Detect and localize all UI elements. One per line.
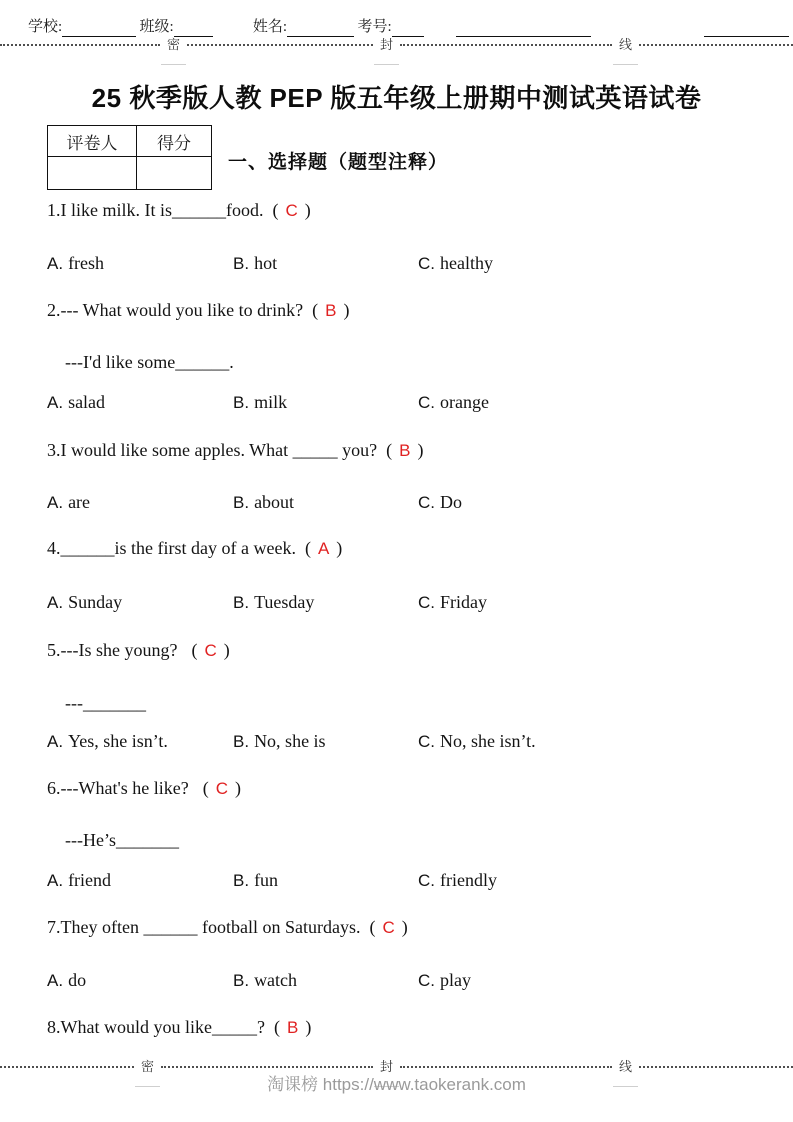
question-3-options [47,491,783,515]
seal-line-top [0,37,793,53]
question-5-response-line: ---_______ [65,693,146,713]
option-c: C. friendly [418,870,497,890]
name-blank-line [287,19,354,37]
student-info-header [28,15,789,37]
extra-blank-line-1 [456,19,591,37]
page-title: 25 秋季版人教 PEP 版五年级上册期中测试英语试卷 [91,83,702,113]
seal-char-xian: 线 [619,1059,633,1074]
answer-letter: B [325,301,337,320]
question-7-answer-group: ( C ) [369,917,408,937]
option-b: B. fun [233,870,279,890]
question-2-text: 2.--- What would you like to drink? [47,300,304,320]
watermark-footer: 淘课榜 https://www.taokerank.com [267,1075,526,1094]
seal-char-mi: 密 [167,37,181,52]
question-2-options [47,391,783,415]
extra-blank-line-2 [704,19,789,37]
question-6-answer-group: ( C ) [202,778,241,798]
question-5-options [47,730,783,754]
option-b: B. No, she is [233,731,326,751]
question-2-response-line: ---I'd like some______. [65,352,234,372]
option-b: B. milk [233,392,288,412]
question-3-text: 3.I would like some apples. What _____ you? [47,440,378,460]
option-b: B. watch [233,970,298,990]
answer-letter: B [286,1018,299,1037]
option-a: A. Sunday [47,592,123,612]
question-8-text: 8.What would you like_____? [47,1017,265,1037]
grader-empty-cell [48,157,137,190]
question-6 [47,777,783,801]
question-8-answer-group: ( B ) [273,1017,312,1037]
question-6-options [47,869,783,893]
question-4-text: 4.______is the first day of a week. [47,538,296,558]
question-2-answer-group: ( B ) [312,300,350,320]
dotted-segment [161,1066,373,1068]
answer-letter: A [317,539,330,558]
question-6-response-line: ---He’s_______ [65,830,179,850]
answer-letter: C [285,201,298,220]
answer-letter: C [382,918,395,937]
answer-letter: C [215,779,228,798]
dotted-segment [187,44,373,46]
school-blank-line [62,19,135,37]
option-a: A. are [47,492,91,512]
dotted-segment [639,1066,793,1068]
question-4 [47,537,783,561]
option-c: C. Do [418,492,462,512]
exam-number-blank-line [392,19,424,37]
score-header-cell: 得分 [137,126,212,157]
question-7 [47,916,783,940]
score-empty-cell [137,157,212,190]
option-b: B. Tuesday [233,592,315,612]
question-8 [47,1016,783,1040]
option-c: C. No, she isn’t. [418,731,536,751]
class-label: 班级: [139,19,174,35]
answer-letter: B [399,441,411,460]
question-1-answer-group: ( C ) [272,200,311,220]
school-label: 学校: [28,19,63,35]
question-5-text: 5.---Is she young? [47,640,178,660]
score-table [47,125,212,190]
dotted-segment [0,1066,134,1068]
seal-char-xian: 线 [619,37,633,52]
question-2 [47,299,783,323]
question-4-answer-group: ( A ) [304,538,343,558]
exam-number-label: 考号: [357,19,392,35]
question-3-answer-group: ( B ) [386,440,424,460]
dotted-segment [400,1066,612,1068]
seal-char-feng: 封 [380,37,394,52]
question-6-text: 6.---What's he like? [47,778,189,798]
option-c: C. Friday [418,592,487,612]
section-heading: 一、选择题（题型注释） [228,152,449,173]
option-a: A. fresh [47,253,105,273]
dotted-segment [639,44,793,46]
question-5-answer-group: ( C ) [191,640,230,660]
option-b: B. hot [233,253,278,273]
option-b: B. about [233,492,295,512]
question-3 [47,439,783,463]
option-c: C. play [418,970,471,990]
question-1-text: 1.I like milk. It is______food. [47,200,264,220]
name-label: 姓名: [252,19,287,35]
question-1-options [47,252,783,276]
option-c: C. orange [418,392,489,412]
question-4-options [47,591,783,615]
seal-char-mi: 密 [141,1059,155,1074]
option-a: A. salad [47,392,106,412]
question-5 [47,639,783,663]
grader-header-cell: 评卷人 [48,126,137,157]
option-a: A. do [47,970,87,990]
question-7-options [47,969,783,993]
question-1 [47,199,783,223]
option-a: A. friend [47,870,112,890]
answer-letter: C [204,641,217,660]
dotted-segment [400,44,612,46]
question-7-text: 7.They often ______ football on Saturdays. [47,917,361,937]
seal-char-feng: 封 [380,1059,394,1074]
option-a: A. Yes, she isn’t. [47,731,168,751]
class-blank-line [174,19,213,37]
dotted-segment [0,44,160,46]
option-c: C. healthy [418,253,493,273]
